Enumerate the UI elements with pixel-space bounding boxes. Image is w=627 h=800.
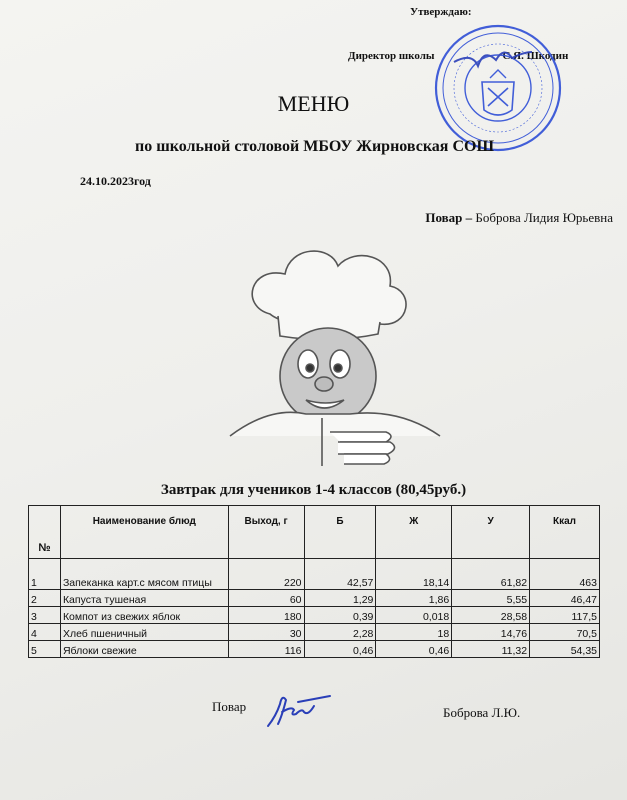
cell-protein: 0,46 [304, 641, 376, 658]
cell-dish: Яблоки свежие [60, 641, 228, 658]
signature-cook-label: Повар [212, 699, 247, 714]
cell-protein: 2,28 [304, 624, 376, 641]
cell-carbs: 28,58 [452, 607, 530, 624]
table-row [29, 607, 600, 624]
cell-yield: 30 [228, 624, 304, 641]
cell-fat: 18,14 [376, 559, 452, 590]
approval-label: Утверждаю: [410, 6, 472, 18]
chef-illustration [210, 236, 450, 466]
cell-carbs: 61,82 [452, 559, 530, 590]
cell-kcal: 54,35 [530, 641, 600, 658]
cell-carbs: 11,32 [452, 641, 530, 658]
cell-protein: 1,29 [304, 590, 376, 607]
header-yield: Выход, г [228, 506, 304, 559]
director-name: С.Я. Шкодин [502, 50, 569, 62]
menu-date: 24.10.2023год [80, 174, 151, 188]
cell-kcal: 463 [530, 559, 600, 590]
header-protein: Б [304, 506, 376, 559]
cell-carbs: 14,76 [452, 624, 530, 641]
cell-fat: 0,46 [376, 641, 452, 658]
cell-number: 5 [29, 641, 61, 658]
header-dish: Наименование блюд [60, 506, 228, 559]
canteen-subtitle: по школьной столовой МБОУ Жирновская СОШ [135, 138, 495, 155]
table-row [29, 559, 600, 590]
round-stamp [432, 22, 564, 154]
handwritten-signature [262, 686, 332, 730]
cell-carbs: 5,55 [452, 590, 530, 607]
signature-cook-name: Боброва Л.Ю. [443, 705, 521, 720]
cook-name: Боброва Лидия Юрьевна [475, 210, 613, 225]
menu-title: МЕНЮ [277, 91, 350, 116]
cell-dish: Компот из свежих яблок [60, 607, 228, 624]
table-row [29, 641, 600, 658]
cell-yield: 220 [228, 559, 304, 590]
cell-kcal: 46,47 [530, 590, 600, 607]
breakfast-title: Завтрак для учеников 1-4 классов (80,45руб.) [160, 482, 467, 498]
cell-kcal: 70,5 [530, 624, 600, 641]
cook-line [425, 210, 613, 226]
cell-fat: 1,86 [376, 590, 452, 607]
cell-yield: 116 [228, 641, 304, 658]
cell-dish: Хлеб пшеничный [60, 624, 228, 641]
cell-dish: Капуста тушеная [60, 590, 228, 607]
cell-number: 1 [29, 559, 61, 590]
director-position: Директор школы [348, 50, 435, 62]
cell-fat: 0,018 [376, 607, 452, 624]
cell-protein: 0,39 [304, 607, 376, 624]
table-row [29, 590, 600, 607]
header-carbs: У [452, 506, 530, 559]
cell-kcal: 117,5 [530, 607, 600, 624]
cook-label: Повар – [425, 210, 473, 225]
cell-fat: 18 [376, 624, 452, 641]
cell-number: 4 [29, 624, 61, 641]
cell-number: 2 [29, 590, 61, 607]
cell-number: 3 [29, 607, 61, 624]
menu-table [28, 505, 600, 658]
cell-dish: Запеканка карт.с мясом птицы [60, 559, 228, 590]
header-kcal: Ккал [530, 506, 600, 559]
table-row [29, 624, 600, 641]
cell-protein: 42,57 [304, 559, 376, 590]
table-header-row [29, 506, 600, 559]
header-fat: Ж [376, 506, 452, 559]
header-number: № [29, 506, 61, 559]
cell-yield: 180 [228, 607, 304, 624]
cell-yield: 60 [228, 590, 304, 607]
